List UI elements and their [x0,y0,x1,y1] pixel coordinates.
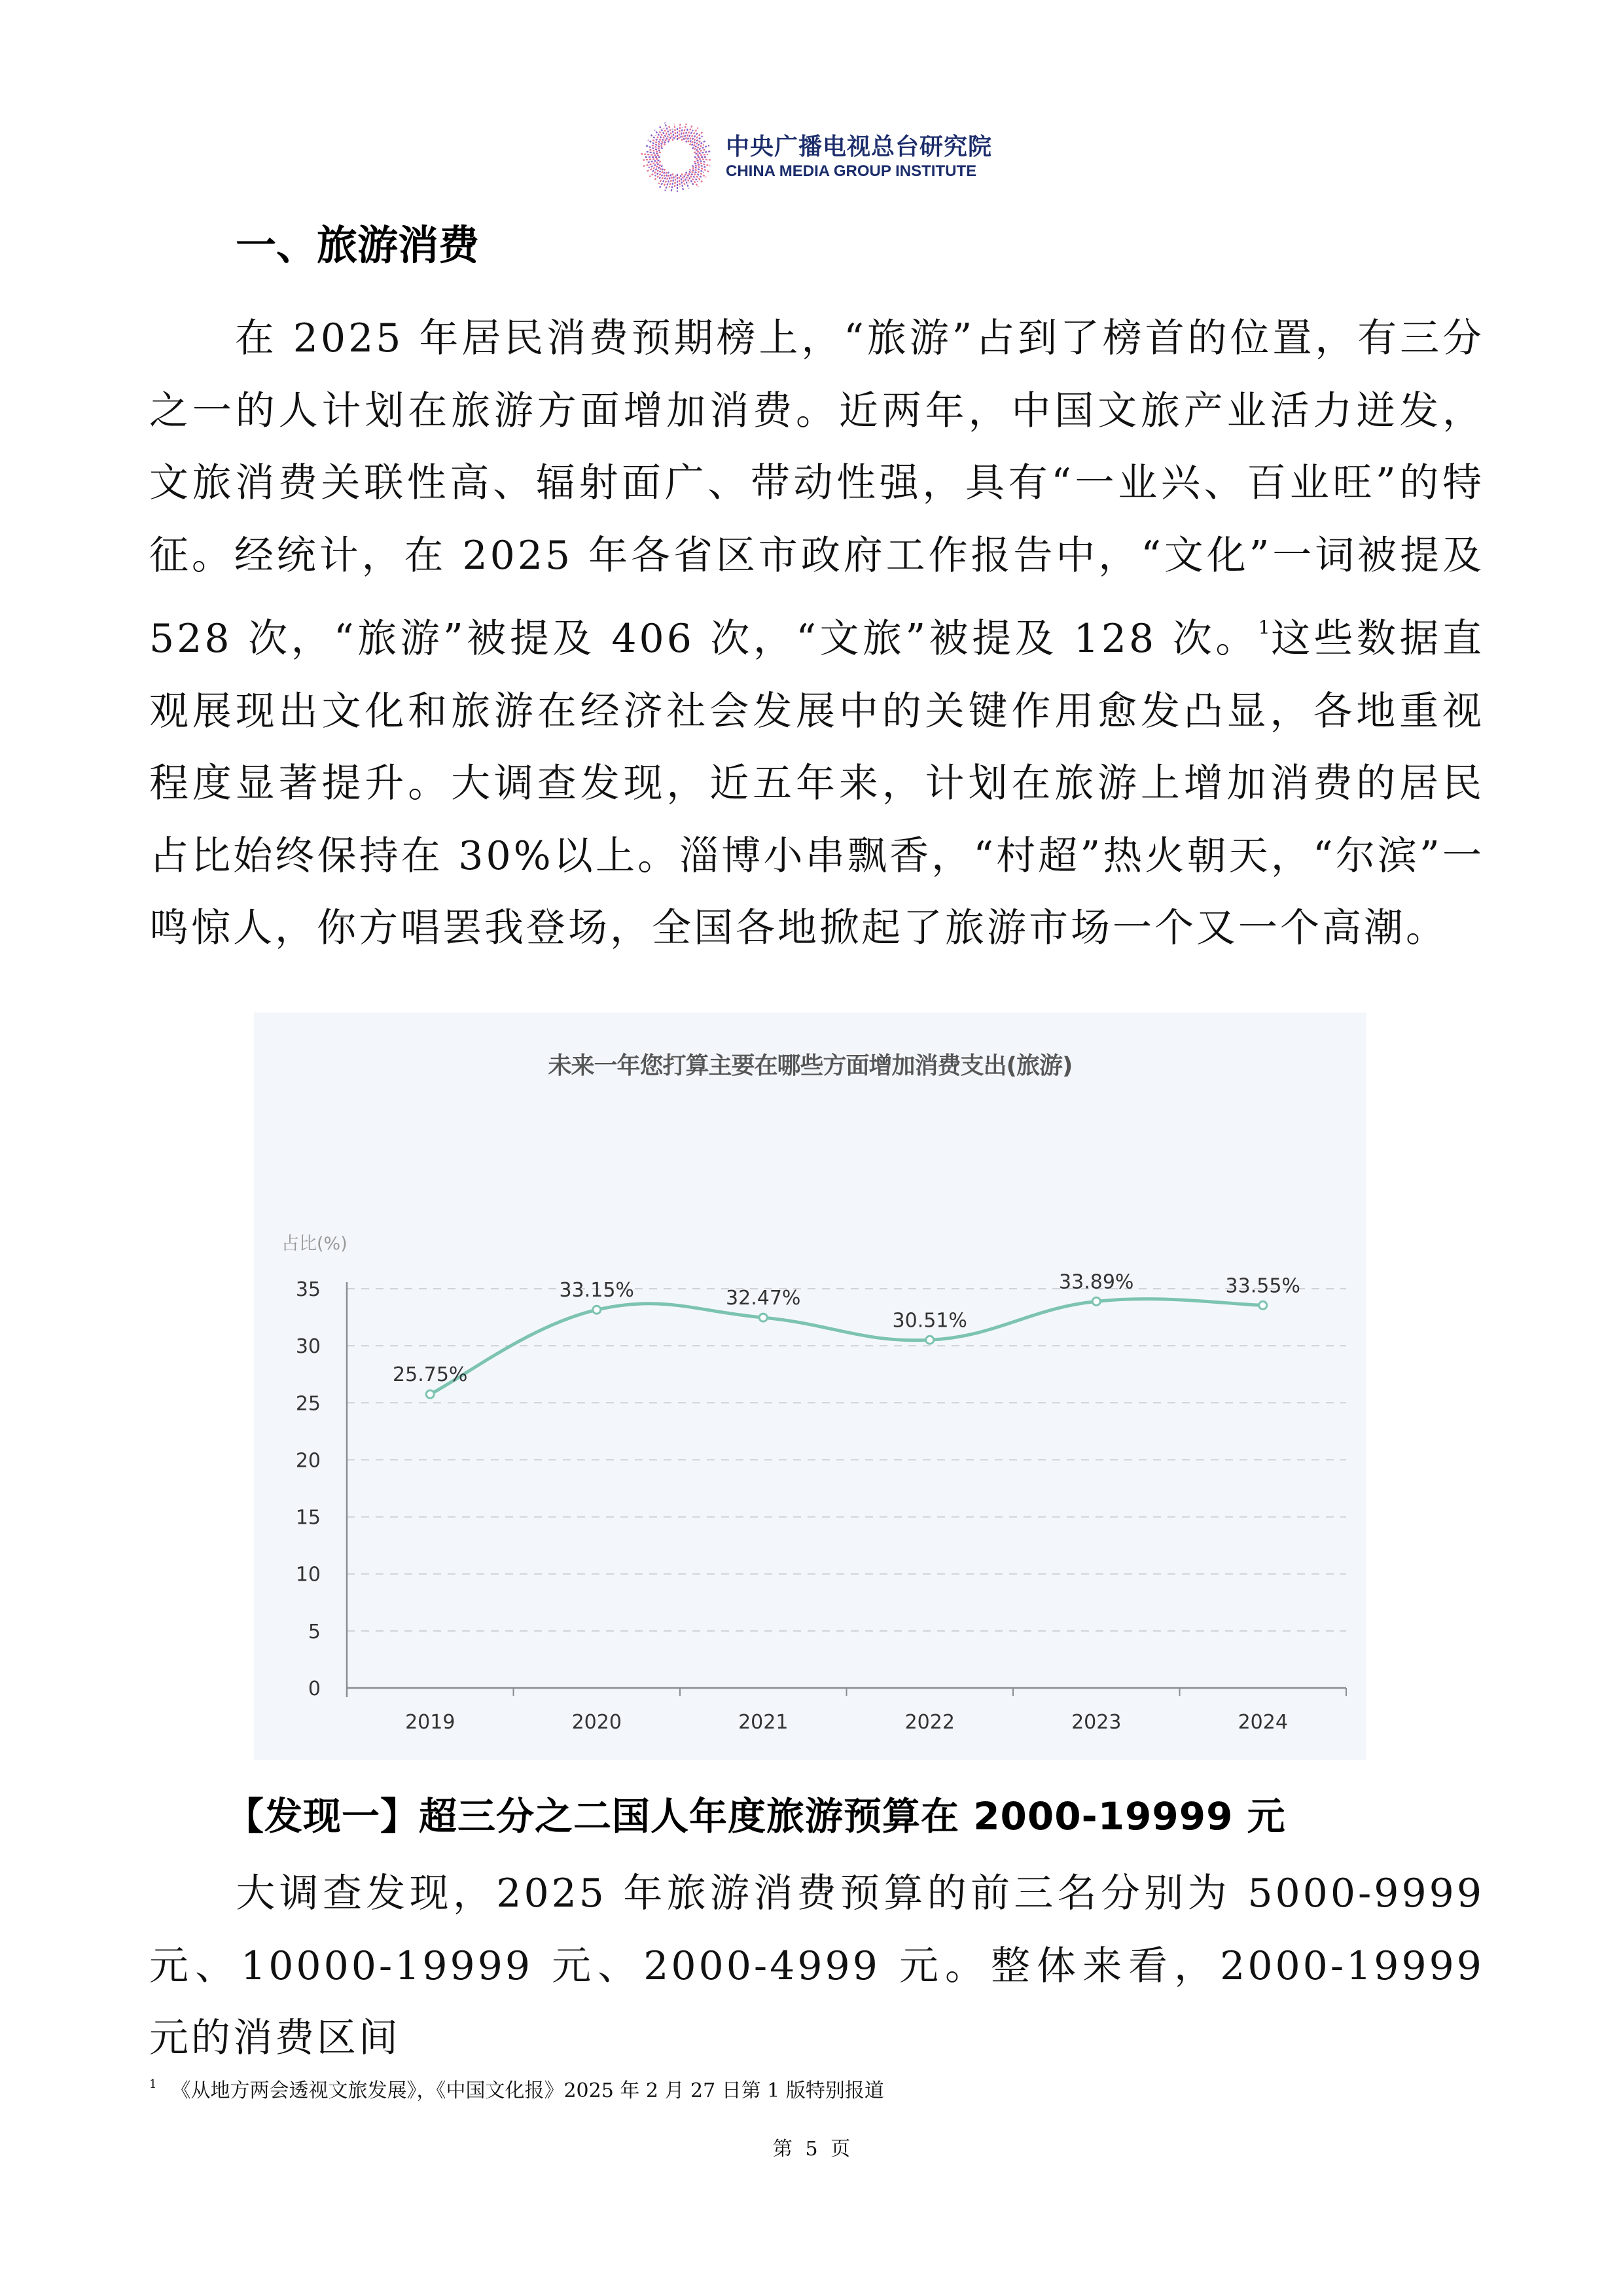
x-tick-label: 2021 [738,1711,789,1734]
line-chart [254,1013,1366,1760]
data-point-marker[interactable] [1259,1301,1267,1309]
footnote-reference[interactable]: 1 [1258,617,1270,638]
y-tick-label: 15 [295,1506,321,1530]
x-tick-label: 2023 [1071,1711,1122,1734]
data-point-marker[interactable] [926,1336,934,1344]
footnote-text: 《从地方两会透视文旅发展》，《中国文化报》2025 年 2 月 27 日第 1 版特别报道 [171,2079,884,2102]
footnote-marker: 1 [149,2077,157,2091]
y-tick-label: 0 [308,1677,321,1700]
y-tick-label: 20 [295,1449,321,1473]
paragraph-2-text: 大调查发现，2025 年旅游消费预算的前三名分别为 5000-9999 元、10000-19999 元、2000-4999 元。整体来看，2000-19999 元的消费区间 [149,1871,1484,2061]
x-tick-label: 2019 [405,1711,455,1734]
paragraph-1-text-a: 在 2025 年居民消费预期榜上，“旅游”占到了榜首的位置，有三分之一的人计划在旅游方面增加消费。近两年，中国文旅产业活力迸发，文旅消费关联性高、辐射面广、带动性强，具有“一业兴、百业旺”的特征。经统计，在 2025 年各省区市政府工作报告中，“文化”一词被提及 528 次，“旅游”被提及 406 次，“文旅”被提及 128 次。 [149,315,1484,662]
header-logo [638,121,992,193]
y-tick-label: 30 [295,1335,321,1359]
y-tick-label: 5 [308,1620,321,1643]
chart-plot-area [254,1013,1366,1760]
footnote [149,2072,884,2104]
y-tick-label: 35 [295,1278,321,1301]
x-tick-label: 2020 [571,1711,622,1734]
page-number: 第 5 页 [772,2138,851,2161]
y-tick-label: 25 [295,1392,321,1416]
paragraph-1 [149,302,1484,965]
radial-burst-logo-icon [638,118,717,196]
data-label: 33.55% [1225,1274,1300,1298]
y-tick-label: 10 [295,1563,321,1587]
y-axis-label: 占比(%) [281,1234,348,1254]
data-point-marker[interactable] [759,1314,767,1321]
data-label: 33.15% [559,1279,634,1302]
data-label: 33.89% [1059,1270,1134,1294]
data-point-marker[interactable] [593,1306,601,1314]
data-label: 32.47% [726,1287,801,1310]
series-line [430,1299,1263,1395]
x-tick-label: 2024 [1238,1711,1288,1734]
chart-title: 未来一年您打算主要在哪些方面增加消费支出(旅游) [548,1052,1073,1079]
paragraph-2 [149,1857,1484,2075]
org-name-cn: 中央广播电视总台研究院 [726,134,993,160]
data-point-marker[interactable] [426,1390,434,1398]
data-label: 30.51% [892,1309,967,1333]
logo-text [726,133,992,181]
org-name-en: CHINA MEDIA GROUP INSTITUTE [726,162,977,180]
data-label: 25.75% [393,1363,468,1387]
section-title: 一、旅游消费 [236,221,480,269]
x-tick-label: 2022 [904,1711,955,1734]
data-point-marker[interactable] [1092,1297,1100,1305]
paragraph-1-text-b: 这些数据直观展现出文化和旅游在经济社会发展中的关键作用愈发凸显，各地重视程度显著提升。大调查发现，近五年来，计划在旅游上增加消费的居民占比始终保持在 30%以上。淄博小串飘香，“村超”热火朝天，“尔滨”一鸣惊人，你方唱罢我登场，全国各地掀起了旅游市场一个又一个高潮。 [149,616,1485,951]
finding-1-title: 【发现一】超三分之二国人年度旅游预算在 2000-19999 元 [226,1794,1286,1839]
